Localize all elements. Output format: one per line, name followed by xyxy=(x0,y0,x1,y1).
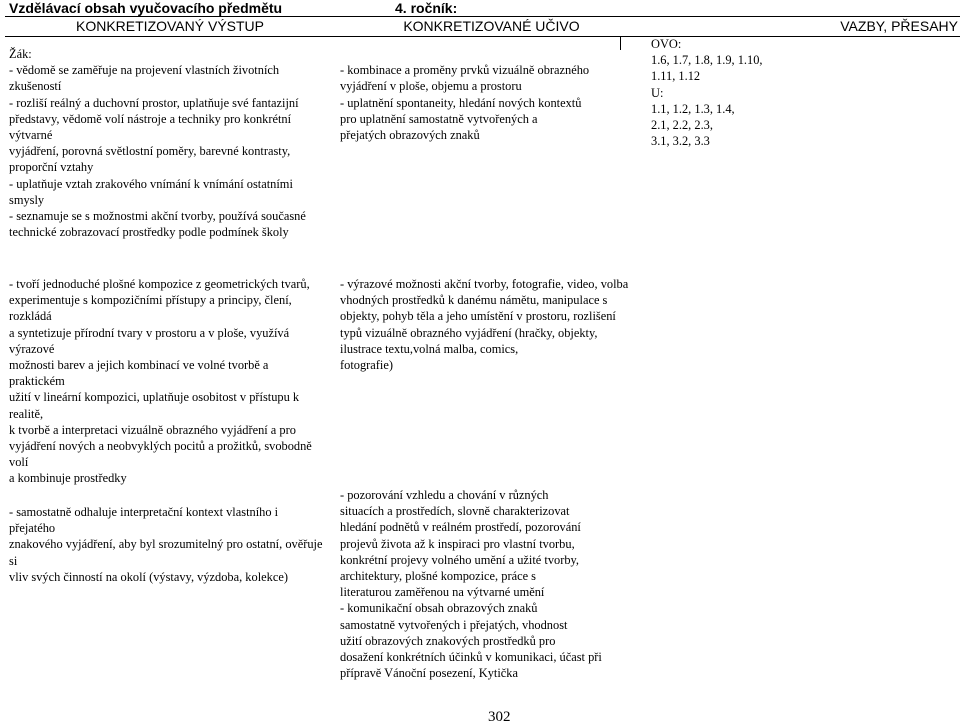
text-line: a syntetizuje přírodní tvary v prostoru a v ploše, využívá xyxy=(9,325,290,340)
row1-content xyxy=(340,46,589,143)
text-line: pro uplatnění samostatně vytvořených a xyxy=(340,111,538,126)
text-line: vyjádření, porovná světlostní poměry, barevné kontrasty, xyxy=(9,144,291,159)
text-line: ilustrace textu,volná malba, comics, xyxy=(340,341,519,356)
text-line: 2.1, 2.2, 2.3, xyxy=(651,118,713,133)
text-line: přejatých obrazových znaků xyxy=(340,128,480,142)
text-line: volí xyxy=(9,455,29,470)
header-output: KONKRETIZOVANÝ VÝSTUP xyxy=(76,18,264,34)
text-line: užití obrazových znakových prostředků pro xyxy=(340,633,556,648)
text-line: architektury, plošné kompozice, práce s xyxy=(340,569,536,584)
text-line: - pozorování vzhledu a chování v různých xyxy=(340,488,549,502)
text-line: literaturou zaměřenou na výtvarné umění xyxy=(340,585,545,600)
text-line: proporční vztahy xyxy=(9,160,94,175)
text-line: - tvoří jednoduché plošné kompozice z geometrických tvarů, xyxy=(9,277,310,291)
text-line: - výrazové možnosti akční tvorby, fotografie, video, volba xyxy=(340,277,629,291)
text-line: 3.1, 3.2, 3.3 xyxy=(651,134,710,149)
text-line: - samostatně odhaluje interpretační kontext vlastního i xyxy=(9,505,279,519)
text-line: experimentuje s kompozičními přístupy a principy, člení, xyxy=(9,293,292,308)
page-number: 302 xyxy=(488,709,511,725)
text-line: vhodných prostředků k danému námětu, manipulace s xyxy=(340,293,608,308)
text-line: 1.1, 1.2, 1.3, 1.4, xyxy=(651,101,735,116)
row2-content xyxy=(340,276,628,373)
text-line: - rozliší reálný a duchovní prostor, uplatňuje své fantazijní xyxy=(9,95,299,110)
links-column-divider xyxy=(620,36,621,50)
text-line: představy, vědomě volí nástroje a techniky pro konkrétní xyxy=(9,111,292,126)
text-line: výrazové xyxy=(9,341,55,356)
text-line: vliv svých činností na okolí (výstavy, výzdoba, kolekce) xyxy=(9,569,288,584)
row3-content xyxy=(340,487,602,681)
text-line: situacích a prostředích, slovně charakterizovat xyxy=(340,504,570,519)
text-line: a kombinuje prostředky xyxy=(9,471,127,486)
row2-output xyxy=(9,276,312,487)
text-line: - seznamuje se s možnostmi akční tvorby, používá současné xyxy=(9,209,306,224)
text-line: hledání podnětů v reálném prostředí, pozorování xyxy=(340,520,581,535)
row1-links xyxy=(651,36,763,149)
text-line: fotografie) xyxy=(340,358,393,373)
text-line: znakového vyjádření, aby byl srozumitelný pro ostatní, ověřuje xyxy=(9,537,323,552)
text-line: užití v lineární kompozici, uplatňuje osobitost v přístupu k xyxy=(9,390,300,405)
text-line: si xyxy=(9,553,18,568)
text-line: - kombinace a proměny prvků vizuálně obrazného xyxy=(340,63,590,78)
grade-title: 4. ročník: xyxy=(395,0,458,16)
text-line: 1.6, 1.7, 1.8, 1.9, 1.10, xyxy=(651,53,763,68)
text-line xyxy=(340,46,589,62)
row3-output xyxy=(9,504,322,585)
header-links xyxy=(650,17,960,35)
header-content: KONKRETIZOVANÉ UČIVO xyxy=(403,18,580,34)
text-line: objekty, pohyb těla a jeho umístění v prostoru, rozlišení xyxy=(340,309,616,324)
text-line: k tvorbě a interpretaci vizuálně obrazného vyjádření a pro xyxy=(9,422,296,437)
text-line: - uplatnění spontaneity, hledání nových kontextů xyxy=(340,95,582,110)
text-line: smysly xyxy=(9,192,45,207)
text-line: realitě, xyxy=(9,406,44,421)
table-header xyxy=(5,16,960,37)
text-line: vyjádření nových a neobvyklých pocitů a prožitků, svobodně xyxy=(9,439,312,454)
text-line: konkrétní projevy volného umění a užité tvorby, xyxy=(340,552,580,567)
text-line: 1.11, 1.12 xyxy=(651,69,701,84)
row1-output xyxy=(9,46,306,240)
text-line: přejatého xyxy=(9,521,56,536)
text-line: typů vizuálně obrazného vyjádření (hračky, objekty, xyxy=(340,325,598,340)
text-line: - vědomě se zaměřuje na projevení vlastních životních xyxy=(9,63,280,78)
text-line: - komunikační obsah obrazových znaků xyxy=(340,601,538,616)
header-links-label: VAZBY, PŘESAHY xyxy=(840,18,958,34)
text-line: výtvarné xyxy=(9,128,53,143)
title-row xyxy=(0,0,960,16)
text-line: samostatně vytvořených i přejatých, vhodnost xyxy=(340,617,568,632)
text-line: vyjádření v ploše, objemu a prostoru xyxy=(340,79,522,94)
text-line: přípravě Vánoční posezení, Kytička xyxy=(340,666,518,681)
text-line: dosažení konkrétních účinků v komunikaci, účast při xyxy=(340,650,602,665)
text-line: U: xyxy=(651,85,664,100)
text-line: projevů života až k inspiraci pro vlastní tvorbu, xyxy=(340,536,575,551)
text-line: Žák: xyxy=(9,47,32,61)
text-line: OVO: xyxy=(651,37,682,51)
text-line: možnosti barev a jejich kombinací ve volné tvorbě a xyxy=(9,358,269,373)
text-line: technické zobrazovací prostředky podle podmínek školy xyxy=(9,225,289,240)
subject-content-title: Vzdělávací obsah vyučovacího předmětu xyxy=(9,0,283,16)
text-line: - uplatňuje vztah zrakového vnímání k vnímání ostatními xyxy=(9,176,293,191)
text-line: zkušeností xyxy=(9,79,62,94)
text-line: rozkládá xyxy=(9,309,52,324)
text-line: praktickém xyxy=(9,374,65,389)
